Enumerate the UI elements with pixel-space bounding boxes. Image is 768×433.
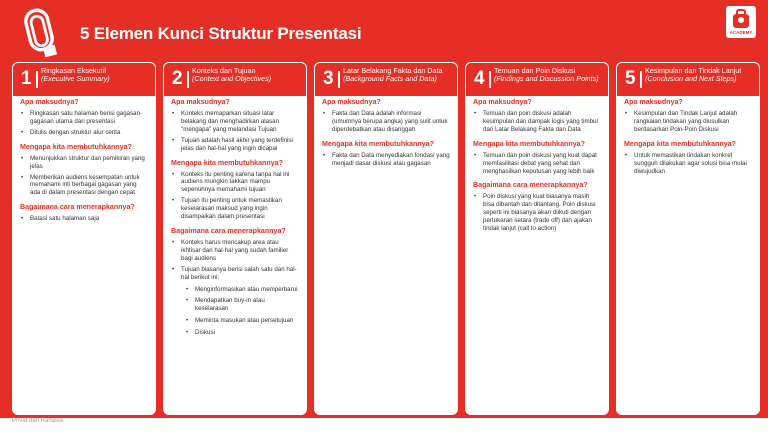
card-title — [41, 67, 153, 84]
card-title-en: (Conclusion and Next Steps) — [645, 74, 737, 84]
card-title — [645, 67, 757, 84]
bullet-list — [171, 171, 299, 221]
bullet-list — [473, 193, 601, 233]
list-item: • Batasi satu halaman saja — [20, 215, 148, 223]
list-item: • Poin diskusi yang kuat biasanya masih bisa dibantah dan ditantang. Poin diskusi seperti ini biasanya akan diikuti dengan pertukaran setara (trade off) dan ajakan tindak lanjut (call to action) — [473, 193, 601, 233]
bullet-list — [20, 215, 148, 223]
question-heading: Apa maksudnya? — [624, 98, 683, 106]
question-heading: Mengapa kita membutuhkannya? — [171, 158, 283, 167]
bullet-list — [171, 110, 299, 153]
divider — [640, 71, 642, 88]
sub-list-item: • Meminta masukan atau persetujuan — [181, 317, 299, 325]
bullet-list — [171, 239, 299, 337]
footer-bar — [0, 418, 768, 433]
divider — [187, 71, 189, 88]
card-title-id: Temuan dan Poin Diskusi — [494, 66, 576, 75]
question-heading: Bagaimana cara menerapkannya? — [473, 181, 588, 190]
card-body — [616, 96, 760, 181]
card-findings-discussion — [465, 62, 609, 415]
card-context-objectives — [163, 62, 307, 415]
sub-bullet-list — [181, 286, 299, 338]
card-background-facts — [314, 62, 458, 415]
bullet-list — [322, 152, 450, 168]
bullet-list — [624, 110, 752, 134]
footer-confidential: Privat dan Rahasia — [12, 418, 63, 424]
divider — [36, 71, 38, 88]
question-heading: Apa maksudnya? — [171, 98, 230, 106]
question-heading: Mengapa kita membutuhkannya? — [473, 139, 585, 148]
card-title-id: Ringkasan Eksekutif — [41, 66, 107, 75]
card-conclusion-next-steps — [616, 62, 760, 415]
list-item: • Konteks harus mencakup area atau ikhtisar dari hal-hal yang sudah familier bagi audiens — [171, 239, 299, 263]
question-heading: Mengapa kita membutuhkannya? — [322, 139, 434, 148]
card-body — [12, 96, 156, 229]
bullet-list — [624, 152, 752, 176]
card-header — [314, 62, 458, 96]
sub-list-item: • Mendapatkan buy-in atau keselarasan — [181, 297, 299, 313]
card-number: 2 — [172, 68, 183, 89]
divider — [338, 71, 340, 88]
card-header — [163, 62, 307, 96]
list-item: • Memberikan audiens kesempatan untuk memahami inti berbagai gagasan yang ada di dalam presentasi dengan cepat — [20, 174, 148, 198]
divider — [489, 71, 491, 88]
card-executive-summary — [12, 62, 156, 415]
card-title-id: Konteks dan Tujuan — [192, 66, 256, 75]
card-header — [616, 62, 760, 96]
card-title — [343, 67, 455, 84]
card-title — [494, 67, 606, 84]
list-item: • Konteks itu penting karena tanpa hal ini audiens mungkin takkan mampu sepenuhnya memahami tujuan — [171, 171, 299, 195]
logo-text: ACADEMY — [729, 30, 753, 35]
list-item: • Tujuan adalah hasil akhir yang terdefinisi jelas dan hal-hal yang ingin dicapai — [171, 137, 299, 153]
list-item: • Fakta dan Data adalah informasi (umumnya berupa angka) yang sulit untuk diperdebatkan atau disanggah — [322, 110, 450, 134]
card-body — [314, 96, 458, 174]
card-number: 1 — [21, 68, 32, 89]
card-title-en: (Executive Summary) — [41, 74, 110, 84]
question-heading: Apa maksudnya? — [473, 98, 532, 106]
card-number: 5 — [625, 68, 636, 89]
list-item: • Menunjukkan struktur dan pemikiran yang jelas — [20, 155, 148, 171]
academy-logo-icon — [726, 6, 756, 38]
card-body — [163, 96, 307, 343]
card-number: 4 — [474, 68, 485, 89]
card-title-en: (Context and Objectives) — [192, 74, 272, 84]
question-heading: Bagaimana cara menerapkannya? — [20, 203, 135, 212]
list-item: • Temuan dan poin diskusi yang kuat dapat memfasilitasi debat yang sehat dan menghasilkan keputusan yang lebih baik — [473, 152, 601, 176]
list-item — [171, 266, 299, 337]
card-title — [192, 67, 304, 84]
list-item: • Ditulis dengan struktur alur cerita — [20, 129, 148, 137]
card-number: 3 — [323, 68, 334, 89]
list-item: • Kesimpulan dan Tindak Lanjut adalah rangkaian tindakan yang diusulkan berdasarkan Poin-Poin Diskusi — [624, 110, 752, 134]
page-title: 5 Elemen Kunci Struktur Presentasi — [80, 24, 362, 43]
bullet-list — [20, 155, 148, 198]
question-heading: Apa maksudnya? — [20, 98, 79, 106]
card-header — [12, 62, 156, 96]
card-title-id: Latar Belakang Fakta dan Data — [343, 66, 443, 75]
list-item: • Fakta dan Data menyediakan fondasi yang menjadi dasar diskusi atau gagasan — [322, 152, 450, 168]
list-item: • Ringkasan satu halaman berisi gagasan-gagasan utama dari presentasi — [20, 110, 148, 126]
card-header — [465, 62, 609, 96]
bullet-list — [20, 110, 148, 137]
list-item: • Konteks memaparkan situasi latar belakang dan menghadirkan alasan "mengapa" yang melandasi Tujuan — [171, 110, 299, 134]
question-heading: Mengapa kita membutuhkannya? — [20, 142, 132, 151]
list-item-text: Tujuan biasanya berisi salah satu dari hal-hal berikut ini: — [181, 265, 297, 281]
card-title-en: (Background Facts and Data) — [343, 74, 437, 84]
bullet-list — [322, 110, 450, 134]
question-heading: Bagaimana cara menerapkannya? — [171, 226, 286, 235]
paperclip-icon — [22, 8, 62, 62]
list-item: • Temuan dan poin diskusi adalah kesimpulan dan dampak logis yang timbul dari Latar Belakang Fakta dan Data — [473, 110, 601, 134]
card-title-id: Kesimpulan dan Tindak Lanjut — [645, 66, 742, 75]
card-body — [465, 96, 609, 239]
bullet-list — [473, 110, 601, 134]
sub-list-item: • Diskusi — [181, 329, 299, 337]
question-heading: Mengapa kita membutuhkannya? — [624, 139, 736, 148]
card-title-en: (Findings and Discussion Points) — [494, 74, 599, 84]
question-heading: Apa maksudnya? — [322, 98, 381, 106]
list-item: • Tujuan itu penting untuk memastikan keselarasan maksud yang ingin disampaikan dalam presentasi — [171, 197, 299, 221]
bullet-list — [473, 152, 601, 176]
sub-list-item: • Menginformasikan atau memperbarui — [181, 286, 299, 294]
list-item: • Untuk memastikan tindakan konkret sungguh dilakukan agar solusi bisa mulai diwujudkan — [624, 152, 752, 176]
